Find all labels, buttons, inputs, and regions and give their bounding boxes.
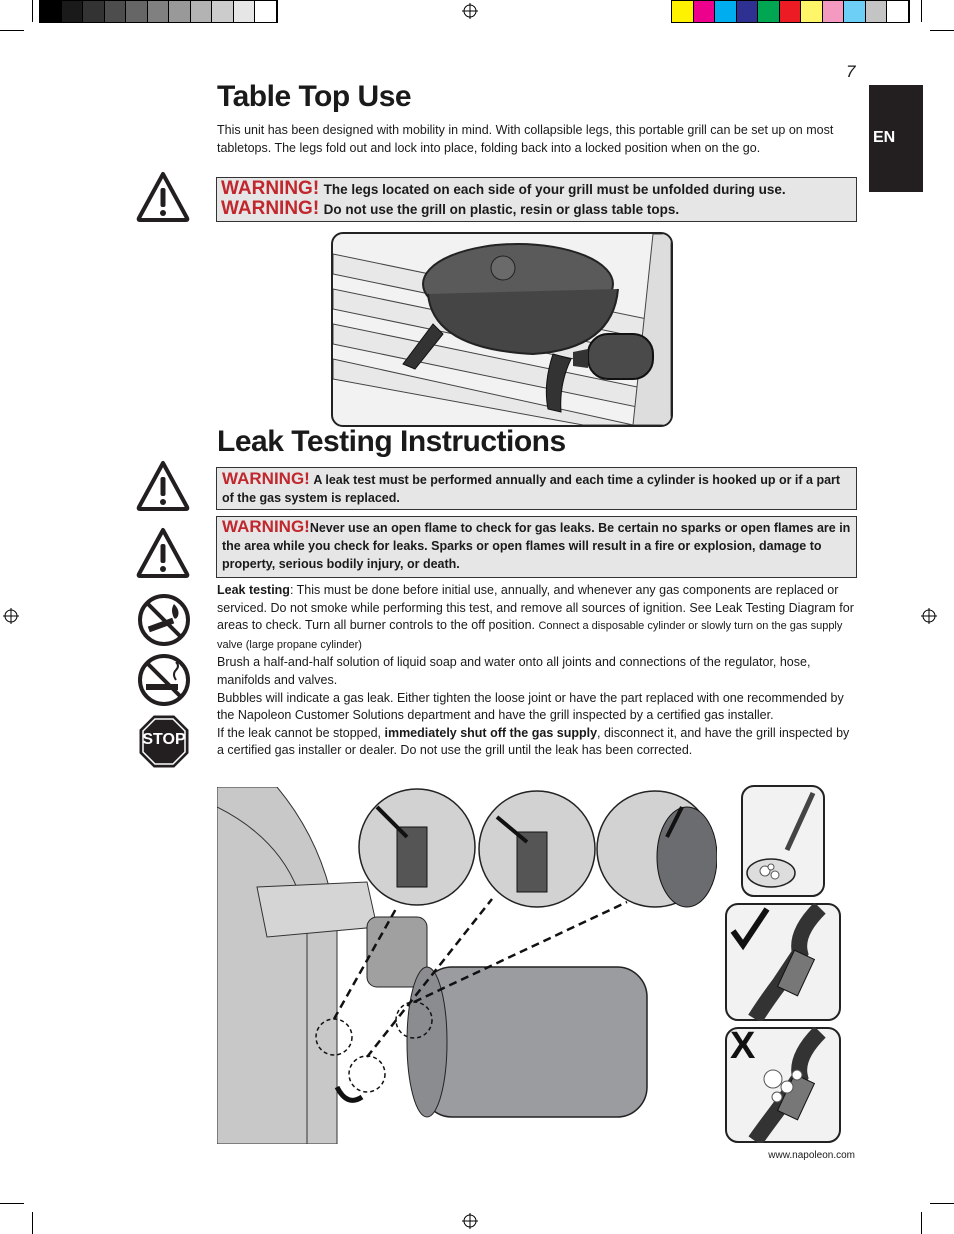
leak-warning-box-2 [216, 516, 857, 578]
crop-mark [0, 1203, 24, 1204]
crop-mark [32, 1212, 33, 1234]
bad-connection-mark: X [730, 1025, 756, 1067]
language-tab [869, 85, 923, 192]
no-open-flame-icon [136, 592, 192, 648]
leak-warning-text-1: A leak test must be performed annually and each time a cylinder is hooked up or if a part of the gas system is replaced. [222, 473, 841, 505]
warning-label: WARNING! [222, 469, 310, 488]
registration-target-icon [462, 1213, 478, 1229]
leak-testing-paragraph-1: : This must be done before initial use, annually, and whenever any gas components are replaced or serviced. Do not smoke while performing this test, and remove all sources of ignition. See Leak Testing Diagram for areas to check. Turn all burner controls to the off position. [217, 583, 854, 633]
stop-sign-icon [138, 714, 190, 769]
no-smoking-icon [136, 652, 192, 708]
crop-mark [32, 0, 33, 22]
section-title-table-top: Table Top Use [217, 80, 412, 113]
grill-on-table-illustration [331, 232, 673, 427]
warning-triangle-icon [136, 527, 190, 579]
leak-testing-paragraph-3: Bubbles will indicate a gas leak. Either tighten the loose joint or have the part replaced with one recommended by the Napoleon Customer Solutions department and have the grill inspected by a certified gas installer. [217, 690, 844, 723]
leak-testing-diagram [217, 787, 717, 1144]
crop-mark [0, 30, 24, 31]
table-top-warning-text-1: The legs located on each side of your grill must be unfolded during use. [323, 182, 786, 197]
leak-testing-paragraph-1-small: Connect a disposable cylinder or slowly turn on the gas supply valve (large propane cylinder) [217, 620, 843, 651]
language-tab-label: EN [873, 129, 896, 146]
crop-mark [930, 1203, 954, 1204]
table-top-warning-text-2: Do not use the grill on plastic, resin or glass table tops. [323, 202, 680, 217]
crop-mark [921, 1212, 922, 1234]
good-connection-illustration [725, 903, 841, 1021]
warning-triangle-icon [136, 460, 190, 512]
section-title-leak-testing: Leak Testing Instructions [217, 425, 566, 458]
leak-testing-paragraph-4-bold: immediately shut off the gas supply [384, 725, 598, 740]
leak-testing-paragraph-4b: , disconnect it, and have the grill inspected by a certified gas installer or dealer. Do not use the grill until the leak has been corrected. [217, 725, 850, 758]
registration-target-icon [3, 608, 19, 624]
table-top-warning-box [216, 177, 857, 222]
crop-mark [930, 30, 954, 31]
page-number: 7 [846, 62, 856, 81]
warning-label: WARNING! [221, 178, 320, 199]
soap-brush-illustration [741, 785, 825, 897]
leak-testing-body [217, 582, 857, 760]
registration-target-icon [462, 3, 478, 19]
leak-warning-box-1 [216, 467, 857, 510]
leak-testing-label: Leak testing [217, 583, 290, 597]
leak-testing-paragraph-4a: If the leak cannot be stopped, [217, 725, 385, 740]
warning-label: WARNING! [221, 198, 320, 219]
warning-label: WARNING! [222, 517, 310, 536]
warning-triangle-icon [136, 171, 190, 223]
crop-mark [921, 0, 922, 22]
footer-url: www.napoleon.com [768, 1150, 855, 1161]
table-top-intro: This unit has been designed with mobility in mind. With collapsible legs, this portable grill can be set up on most tabletops. The legs fold out and lock into place, folding back into a locked position when on the go. [217, 123, 834, 155]
bad-connection-illustration [725, 1027, 841, 1143]
leak-warning-text-2: Never use an open flame to check for gas leaks. Be certain no sparks or open flames are in the area while you check for leaks. Sparks or open flames will result in a fire or explosion, damage to property, serious bodily injury, or death. [222, 521, 851, 571]
stop-sign-label: STOP [142, 731, 186, 748]
color-calibration-strip [671, 0, 910, 23]
grayscale-calibration-strip [39, 0, 278, 23]
leak-testing-paragraph-2: Brush a half-and-half solution of liquid soap and water onto all joints and connections of the regulator, hose, manifolds and valves. [217, 655, 811, 687]
registration-target-icon [921, 608, 937, 624]
